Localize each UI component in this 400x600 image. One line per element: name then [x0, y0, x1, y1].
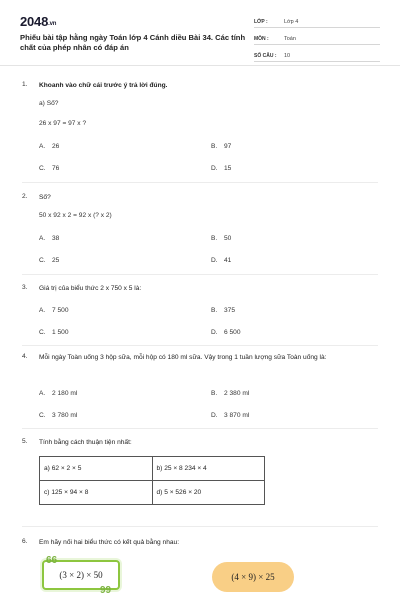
worksheet-meta: [254, 14, 380, 65]
option-b[interactable]: B. 97: [211, 143, 232, 150]
divider: [22, 182, 378, 183]
meta-value: 10: [284, 53, 291, 59]
option-b[interactable]: B. 50: [211, 235, 232, 242]
option-b[interactable]: B. 2 380 ml: [211, 390, 250, 397]
calculation-table: [39, 456, 265, 505]
table-cell: d) 5 × 526 × 20: [152, 481, 265, 505]
question-number: 4.: [22, 353, 28, 360]
question-sub: a) Số?: [39, 100, 59, 107]
option-b[interactable]: B. 375: [211, 307, 236, 314]
table-cell: a) 62 × 2 × 5: [40, 457, 153, 481]
option-a[interactable]: A. 7 500: [39, 307, 69, 314]
option-d[interactable]: D. 6 500: [211, 329, 241, 336]
question-number: 5.: [22, 438, 28, 445]
meta-label: MÔN :: [254, 36, 269, 42]
option-a[interactable]: A. 2 180 ml: [39, 390, 78, 397]
meta-label: LỚP :: [254, 19, 268, 25]
option-c[interactable]: C. 76: [39, 165, 60, 172]
question-number: 6.: [22, 538, 28, 545]
question-text: Giá trị của biểu thức 2 x 750 x 5 là:: [39, 285, 142, 292]
question-text: Tính bằng cách thuận tiện nhất:: [39, 439, 132, 446]
meta-row-count: [254, 48, 380, 62]
option-c[interactable]: C. 25: [39, 257, 60, 264]
question-expression: 26 x 97 = 97 x ?: [39, 120, 87, 127]
table-cell: c) 125 × 94 × 8: [40, 481, 153, 505]
meta-label: SỐ CÂU :: [254, 53, 277, 59]
divider: [22, 428, 378, 429]
option-d[interactable]: D. 15: [211, 165, 232, 172]
meta-row-subject: [254, 31, 380, 45]
question-number: 3.: [22, 284, 28, 291]
meta-row-grade: [254, 14, 380, 28]
divider: [22, 526, 378, 527]
question-number: 1.: [22, 81, 28, 88]
quote-close-icon: 99: [100, 585, 112, 596]
option-a[interactable]: A. 38: [39, 235, 60, 242]
quote-open-icon: 66: [46, 555, 58, 566]
question-text: Mỗi ngày Toàn uống 3 hộp sữa, mỗi hộp có 180 ml sữa. Vậy trong 1 tuần lượng sữa Toàn uống là:: [39, 354, 327, 361]
option-a[interactable]: A. 26: [39, 143, 60, 150]
option-d[interactable]: D. 41: [211, 257, 232, 264]
question-expression: 50 x 92 x 2 = 92 x (? x 2): [39, 212, 112, 219]
meta-value: Toán: [284, 36, 296, 42]
worksheet-header: [0, 0, 400, 66]
option-d[interactable]: D. 3 870 ml: [211, 412, 250, 419]
worksheet-title: Phiếu bài tập hằng ngày Toán lớp 4 Cánh diều Bài 34. Các tính chất của phép nhân có đáp án: [20, 33, 246, 52]
table-cell: b) 25 × 8 234 × 4: [152, 457, 265, 481]
question-text: Khoanh vào chữ cái trước ý trả lời đúng.: [39, 82, 168, 89]
expression-card-right[interactable]: (4 × 9) × 25: [212, 562, 294, 592]
option-c[interactable]: C. 3 780 ml: [39, 412, 78, 419]
site-logo[interactable]: 2048.vn: [20, 14, 57, 29]
question-text: Số?: [39, 194, 51, 201]
question-number: 2.: [22, 193, 28, 200]
expression-card-left[interactable]: (3 × 2) × 50: [42, 560, 120, 590]
question-text: Em hãy nối hai biểu thức có kết quả bằng nhau:: [39, 539, 180, 546]
divider: [22, 274, 378, 275]
divider: [22, 345, 378, 346]
option-c[interactable]: C. 1 500: [39, 329, 69, 336]
meta-value: Lớp 4: [284, 19, 299, 25]
